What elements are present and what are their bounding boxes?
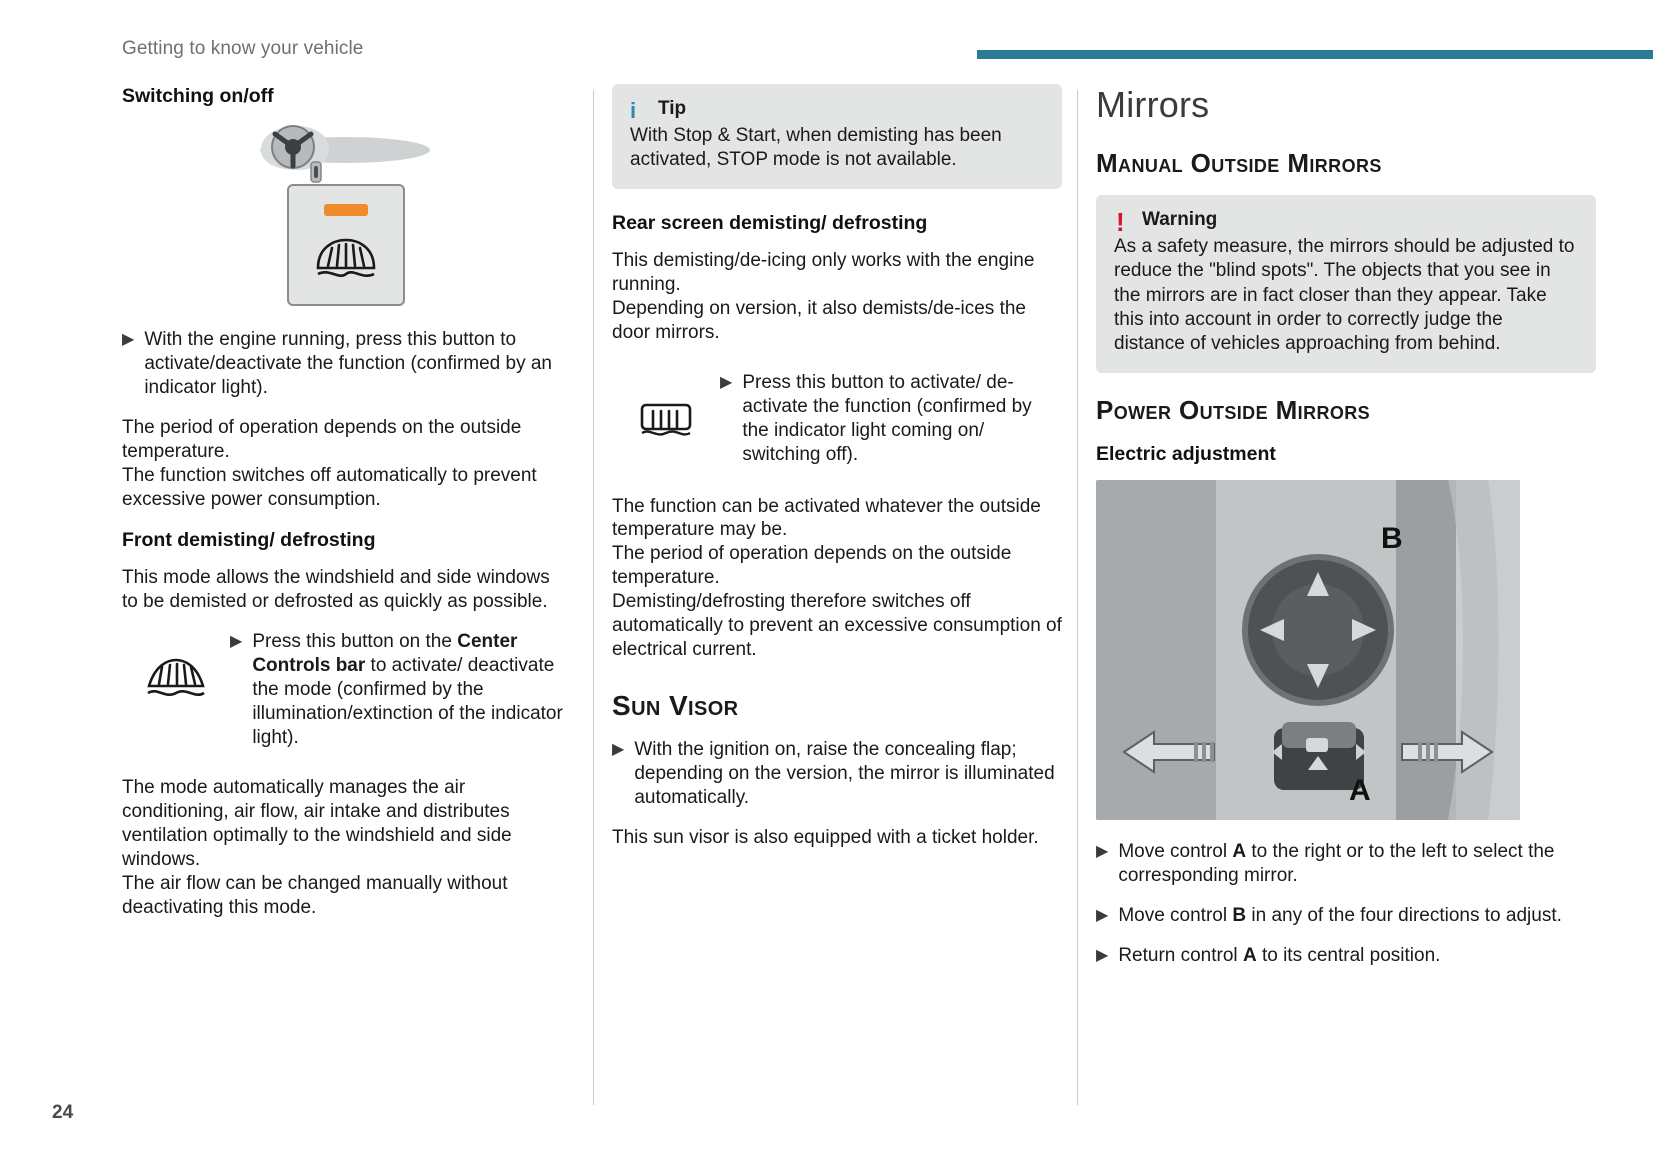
bullet-bold: B [1232,904,1247,926]
para-line-2: The function switches off automatically to prevent excessive power consumption. [122,465,537,510]
bullet-body [230,630,570,750]
para-front-demisting: This mode allows the windshield and side windows to be demisted or defrosted as quickly as possible. [122,567,550,613]
bullet-arrow-icon: ▶ [1096,906,1109,924]
para-line-1: This demisting/de-icing only works with the engine running. [612,250,1035,295]
bullet-move-control-b [1096,904,1596,928]
wiper-lever-icon [231,122,461,184]
bullet-pre: Press this button on the [252,631,458,653]
tip-body: With Stop & Start, when demisting has been activated, STOP mode is not available. [630,125,1002,171]
bullet-text: With the ignition on, raise the concealing flap; depending on the version, the mirror is illuminated automatically. [634,739,1055,808]
tip-title: Tip [658,98,687,119]
bullet-sun-visor [612,738,1062,810]
bullet-pre: Move control [1118,840,1233,862]
section-title-power-outside-mirrors: Power Outside Mirrors [1096,394,1371,425]
column-one [122,84,570,936]
rear-demist-symbol-icon [313,234,379,278]
bullet-text [252,630,570,750]
label-a: A [1349,773,1371,807]
bullet-post: to activate/ deactivate the mode (confirmed by the illumination/extinction of the indicator light). [252,655,563,748]
rear-demist-button-icon [287,184,405,306]
column-three [1096,84,1596,984]
column-divider-2 [1077,90,1078,1105]
row-center-controls-button [122,630,570,750]
tip-box-wrapper [612,84,1062,189]
para-line-4: The air flow can be changed manually without deactivating this mode. [122,872,508,918]
header-accent-bar [977,50,1653,59]
bullet-text: Press this button to activate/ de-activate the function (confirmed by the indicator light coming on/ switching off). [742,371,1032,465]
bullet-pre: Return control [1118,944,1243,966]
para-line-2: Depending on version, it also demists/de-ices the door mirrors. [612,297,1027,343]
warning-title: Warning [1142,209,1218,230]
bullet-post: in any of the four directions to adjust. [1246,904,1562,926]
indicator-led [324,204,368,216]
bullet-arrow-icon: ▶ [612,741,625,759]
para-ticket-holder: This sun visor is also equipped with a ticket holder. [612,826,1039,848]
bullet-return-control-a [1096,944,1596,968]
icon-cell [122,630,230,698]
bullet-pre: Move control [1118,904,1233,926]
tip-box [612,84,1062,189]
warning-box [1096,195,1596,373]
bullet-engine-running [122,328,570,400]
bullet-text [1118,904,1562,928]
running-head: Getting to know your vehicle [122,38,364,59]
para-rear-demisting [612,249,1062,345]
illustration-wiper-controls [122,122,570,306]
bullet-arrow-icon: ▶ [720,373,733,391]
rear-demist-symbol-icon [638,397,694,437]
heading-electric-adjustment: Electric adjustment [1096,442,1276,465]
bullet-arrow-icon: ▶ [122,331,135,349]
bullet-post: to the right or to the left to select the corresponding mirror. [1118,840,1555,886]
para-line-4: The period of operation depends on the outside temperature. [612,543,1012,589]
column-two [612,84,1062,866]
bullet-arrow-icon: ▶ [1096,842,1109,860]
mirror-control-photo [1096,480,1520,820]
para-line-5: Demisting/defrosting therefore switches off automatically to prevent an excessive consumption of electrical current. [612,591,1062,661]
para-mode-manages-air [122,776,570,920]
front-demist-symbol-icon [145,656,207,698]
warning-box-wrapper [1096,195,1596,373]
heading-front-demisting: Front demisting/ defrosting [122,528,376,551]
bullet-bold: A [1232,840,1247,862]
para-line-3: The function can be activated whatever the outside temperature may be. [612,495,1041,541]
warning-body: As a safety measure, the mirrors should be adjusted to reduce the "blind spots". The objects that you see in the mirrors are in fact closer than they appear. Take this into account in order to correctly judge the distance of vehicles approaching from behind. [1114,236,1575,355]
column-divider-1 [593,90,594,1105]
para-function-activation [612,495,1062,663]
row-rear-demist-button [612,371,1062,467]
page-number: 24 [52,1102,74,1123]
bullet-body [720,371,1062,467]
bullet-text: With the engine running, press this button to activate/deactivate the function (confirmed by an indicator light). [144,329,552,399]
bullet-post: to its central position. [1256,944,1441,966]
bullet-arrow-icon: ▶ [1096,946,1109,964]
bullet-press-button [720,371,1062,467]
label-b: B [1381,521,1403,555]
section-title-sun-visor: Sun Visor [612,690,739,722]
para-period-of-operation [122,416,570,512]
bullet-move-control-a [1096,840,1596,888]
bullet-arrow-icon: ▶ [230,633,243,651]
bullet-text [1118,944,1440,968]
bullet-bold: A [1242,944,1257,966]
para-line-1: The period of operation depends on the outside temperature. [122,417,522,463]
heading-rear-screen-demisting: Rear screen demisting/ defrosting [612,211,928,234]
para-line-3: The mode automatically manages the air conditioning, air flow, air intake and distributes ventilation optimally to the windshield and side windows. [122,776,512,870]
bullet-text [1118,840,1596,888]
warning-icon: ! [1116,207,1125,237]
bullet-center-controls [230,630,570,750]
section-title-manual-outside-mirrors: Manual Outside Mirrors [1096,148,1382,178]
chapter-title-mirrors: Mirrors [1096,84,1210,125]
bullet-bold: Center Controls bar [252,631,518,677]
info-icon: i [630,98,637,123]
heading-switching-on-off: Switching on/off [122,85,274,107]
icon-cell [612,371,720,437]
